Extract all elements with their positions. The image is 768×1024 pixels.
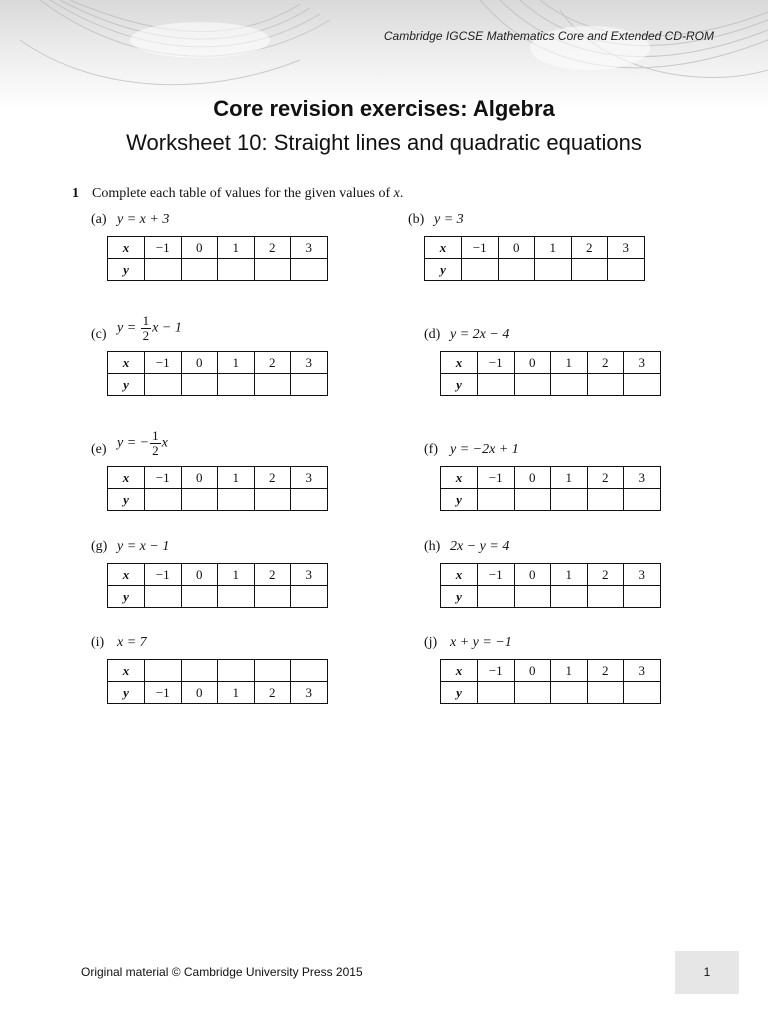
y-row [108, 259, 328, 281]
value-cell: 1 [535, 237, 572, 259]
answer-cell[interactable] [498, 259, 535, 281]
value-cell: 3 [624, 660, 661, 682]
part-g [91, 523, 331, 604]
y-header-cell: y [441, 586, 478, 608]
part-b [408, 196, 648, 277]
part-equation [117, 635, 147, 651]
value-cell: 0 [514, 564, 551, 586]
y-row [441, 374, 661, 396]
x-row [441, 564, 661, 586]
part-equation [117, 314, 182, 343]
part-heading [91, 196, 331, 236]
answer-cell[interactable] [254, 660, 291, 682]
answer-cell[interactable] [571, 259, 608, 281]
values-table [107, 466, 328, 511]
answer-cell[interactable] [218, 259, 255, 281]
part-h [424, 523, 664, 604]
values-table [440, 351, 661, 396]
value-cell: −1 [478, 467, 515, 489]
y-row [108, 586, 328, 608]
answer-cell[interactable] [218, 374, 255, 396]
answer-cell[interactable] [514, 374, 551, 396]
part-f [424, 426, 664, 507]
part-e [91, 426, 331, 507]
part-heading [408, 196, 648, 236]
answer-cell[interactable] [587, 586, 624, 608]
y-header-cell: y [425, 259, 462, 281]
values-table [440, 659, 661, 704]
equation-text: x = 7 [117, 635, 147, 650]
value-cell: 0 [514, 660, 551, 682]
answer-cell[interactable] [462, 259, 499, 281]
value-cell: 2 [587, 352, 624, 374]
values-table [440, 563, 661, 608]
answer-cell[interactable] [478, 489, 515, 511]
y-header-cell: y [441, 682, 478, 704]
answer-cell[interactable] [218, 489, 255, 511]
answer-cell[interactable] [291, 259, 328, 281]
answer-cell[interactable] [145, 259, 182, 281]
y-row [425, 259, 645, 281]
x-row [108, 467, 328, 489]
part-label: (b) [408, 212, 425, 227]
part-heading [91, 426, 331, 466]
answer-cell[interactable] [291, 489, 328, 511]
value-cell: 3 [291, 682, 328, 704]
answer-cell[interactable] [551, 374, 588, 396]
part-a [91, 196, 331, 277]
answer-cell[interactable] [478, 374, 515, 396]
y-header-cell: y [108, 374, 145, 396]
y-header-cell: y [441, 374, 478, 396]
value-cell: 0 [181, 564, 218, 586]
answer-cell[interactable] [551, 489, 588, 511]
equation-text: y = 2x − 4 [450, 327, 510, 342]
value-cell: 1 [551, 352, 588, 374]
answer-cell[interactable] [145, 586, 182, 608]
y-header-cell: y [108, 259, 145, 281]
value-cell: 3 [624, 352, 661, 374]
value-cell: −1 [478, 564, 515, 586]
answer-cell[interactable] [254, 259, 291, 281]
answer-cell[interactable] [291, 374, 328, 396]
x-header-cell: x [108, 564, 145, 586]
equation-text: y = x + 3 [117, 212, 170, 227]
y-row [441, 682, 661, 704]
value-cell: 1 [551, 564, 588, 586]
x-header-cell: x [108, 352, 145, 374]
value-cell: 2 [587, 564, 624, 586]
x-row [108, 660, 328, 682]
answer-cell[interactable] [551, 682, 588, 704]
y-row [441, 489, 661, 511]
y-header-cell: y [108, 682, 145, 704]
answer-cell[interactable] [291, 586, 328, 608]
value-cell: −1 [145, 237, 182, 259]
answer-cell[interactable] [145, 489, 182, 511]
fraction [150, 429, 161, 458]
value-cell: 2 [254, 352, 291, 374]
answer-cell[interactable] [624, 489, 661, 511]
y-header-cell: y [108, 489, 145, 511]
value-cell: −1 [145, 564, 182, 586]
value-cell: 1 [551, 467, 588, 489]
equation-text: y = x − 1 [117, 539, 170, 554]
x-row [441, 467, 661, 489]
value-cell: 2 [254, 564, 291, 586]
x-header-cell: x [108, 467, 145, 489]
y-row [108, 489, 328, 511]
part-equation [450, 442, 519, 458]
book-title: Cambridge IGCSE Mathematics Core and Extended CD-ROM [383, 29, 714, 43]
swirl-graphic [0, 0, 768, 110]
footer-copyright: Original material © Cambridge University Press 2015 [81, 965, 363, 979]
page-title: Core revision exercises: Algebra [213, 96, 555, 121]
values-table [107, 659, 328, 704]
value-cell: 0 [181, 352, 218, 374]
value-cell: 0 [181, 237, 218, 259]
page-subtitle: Worksheet 10: Straight lines and quadratic equations [126, 130, 642, 155]
answer-cell[interactable] [291, 660, 328, 682]
value-cell: 0 [514, 352, 551, 374]
fraction-numerator: 1 [152, 428, 159, 443]
answer-cell[interactable] [535, 259, 572, 281]
answer-cell[interactable] [624, 586, 661, 608]
answer-cell[interactable] [478, 586, 515, 608]
value-cell: 1 [218, 467, 255, 489]
value-cell: 1 [218, 352, 255, 374]
answer-cell[interactable] [478, 682, 515, 704]
answer-cell[interactable] [254, 374, 291, 396]
value-cell: 1 [218, 682, 255, 704]
y-header-cell: y [441, 489, 478, 511]
answer-cell[interactable] [551, 586, 588, 608]
x-header-cell: x [441, 660, 478, 682]
value-cell: 2 [254, 682, 291, 704]
answer-cell[interactable] [181, 259, 218, 281]
part-j [424, 619, 664, 700]
answer-cell[interactable] [624, 374, 661, 396]
part-label: (e) [91, 442, 107, 457]
part-c [91, 311, 331, 392]
value-cell: 3 [608, 237, 645, 259]
value-cell: 1 [218, 237, 255, 259]
part-heading [424, 311, 664, 351]
question-number: 1 [72, 186, 79, 201]
equation-text: y = −2x + 1 [450, 442, 519, 457]
fraction [141, 314, 152, 343]
part-equation [117, 429, 168, 458]
x-header-cell: x [108, 237, 145, 259]
header-decoration [0, 0, 768, 110]
value-cell: 2 [587, 660, 624, 682]
value-cell: 2 [587, 467, 624, 489]
answer-cell[interactable] [587, 682, 624, 704]
part-d [424, 311, 664, 392]
value-cell: 1 [551, 660, 588, 682]
value-cell: 3 [291, 564, 328, 586]
value-cell: −1 [462, 237, 499, 259]
x-row [425, 237, 645, 259]
part-equation [450, 635, 512, 651]
answer-cell[interactable] [145, 374, 182, 396]
equation-text: x − 1 [152, 320, 182, 336]
equation-text: x [161, 435, 168, 451]
y-header-cell: y [108, 586, 145, 608]
x-row [108, 564, 328, 586]
part-label: (f) [424, 442, 438, 457]
answer-cell[interactable] [218, 586, 255, 608]
fraction-denominator: 2 [152, 443, 159, 458]
page-number: 1 [703, 965, 711, 979]
part-i [91, 619, 331, 700]
part-equation [117, 212, 169, 228]
value-cell: 3 [291, 352, 328, 374]
answer-cell[interactable] [587, 374, 624, 396]
answer-cell[interactable] [254, 586, 291, 608]
equation-text: y = [117, 320, 140, 336]
part-label: (h) [424, 539, 441, 554]
part-heading [91, 311, 331, 351]
value-cell: 2 [254, 467, 291, 489]
x-row [108, 237, 328, 259]
value-cell: 2 [254, 237, 291, 259]
y-row [108, 682, 328, 704]
part-heading [424, 426, 664, 466]
values-table [424, 236, 645, 281]
x-header-cell: x [108, 660, 145, 682]
values-table [107, 236, 328, 281]
part-heading [424, 523, 664, 563]
fraction-denominator: 2 [142, 328, 150, 343]
value-cell: −1 [145, 352, 182, 374]
value-cell: 0 [514, 467, 551, 489]
value-cell: 2 [571, 237, 608, 259]
value-cell: 3 [624, 564, 661, 586]
x-header-cell: x [441, 467, 478, 489]
equation-text: y = − [117, 435, 150, 451]
x-header-cell: x [425, 237, 462, 259]
answer-cell[interactable] [181, 489, 218, 511]
part-heading [424, 619, 664, 659]
value-cell: 3 [291, 467, 328, 489]
part-label: (c) [91, 327, 107, 342]
value-cell: −1 [145, 682, 182, 704]
answer-cell[interactable] [587, 489, 624, 511]
x-row [441, 352, 661, 374]
answer-cell[interactable] [254, 489, 291, 511]
instruction-end: . [399, 186, 404, 201]
answer-cell[interactable] [608, 259, 645, 281]
answer-cell[interactable] [514, 682, 551, 704]
equation-text: x + y = −1 [450, 635, 512, 650]
part-label: (g) [91, 539, 108, 554]
instruction-text: Complete each table of values for the given values of [92, 186, 391, 201]
y-row [441, 586, 661, 608]
equation-text: 2x − y = 4 [450, 539, 510, 554]
answer-cell[interactable] [181, 374, 218, 396]
part-heading [91, 523, 331, 563]
x-row [108, 352, 328, 374]
value-cell: 0 [181, 467, 218, 489]
page-number-box [675, 951, 739, 994]
answer-cell[interactable] [624, 682, 661, 704]
part-label: (i) [91, 635, 105, 650]
instruction-variable: x [393, 186, 400, 201]
value-cell: 3 [624, 467, 661, 489]
answer-cell[interactable] [514, 586, 551, 608]
fraction-numerator: 1 [142, 313, 150, 328]
value-cell: −1 [478, 352, 515, 374]
x-header-cell: x [441, 564, 478, 586]
values-table [107, 563, 328, 608]
part-label: (j) [424, 635, 438, 650]
part-equation [450, 327, 509, 343]
part-label: (d) [424, 327, 441, 342]
answer-cell[interactable] [181, 586, 218, 608]
part-label: (a) [91, 212, 107, 227]
answer-cell[interactable] [218, 660, 255, 682]
answer-cell[interactable] [145, 660, 182, 682]
x-header-cell: x [441, 352, 478, 374]
value-cell: 0 [181, 682, 218, 704]
x-row [441, 660, 661, 682]
equation-text: y = 3 [434, 212, 464, 227]
value-cell: −1 [478, 660, 515, 682]
part-equation [450, 539, 509, 555]
value-cell: 1 [218, 564, 255, 586]
value-cell: 0 [498, 237, 535, 259]
part-equation [117, 539, 169, 555]
values-table [440, 466, 661, 511]
value-cell: −1 [145, 467, 182, 489]
answer-cell[interactable] [181, 660, 218, 682]
y-row [108, 374, 328, 396]
value-cell: 3 [291, 237, 328, 259]
answer-cell[interactable] [514, 489, 551, 511]
part-heading [91, 619, 331, 659]
values-table [107, 351, 328, 396]
part-equation [434, 212, 464, 228]
